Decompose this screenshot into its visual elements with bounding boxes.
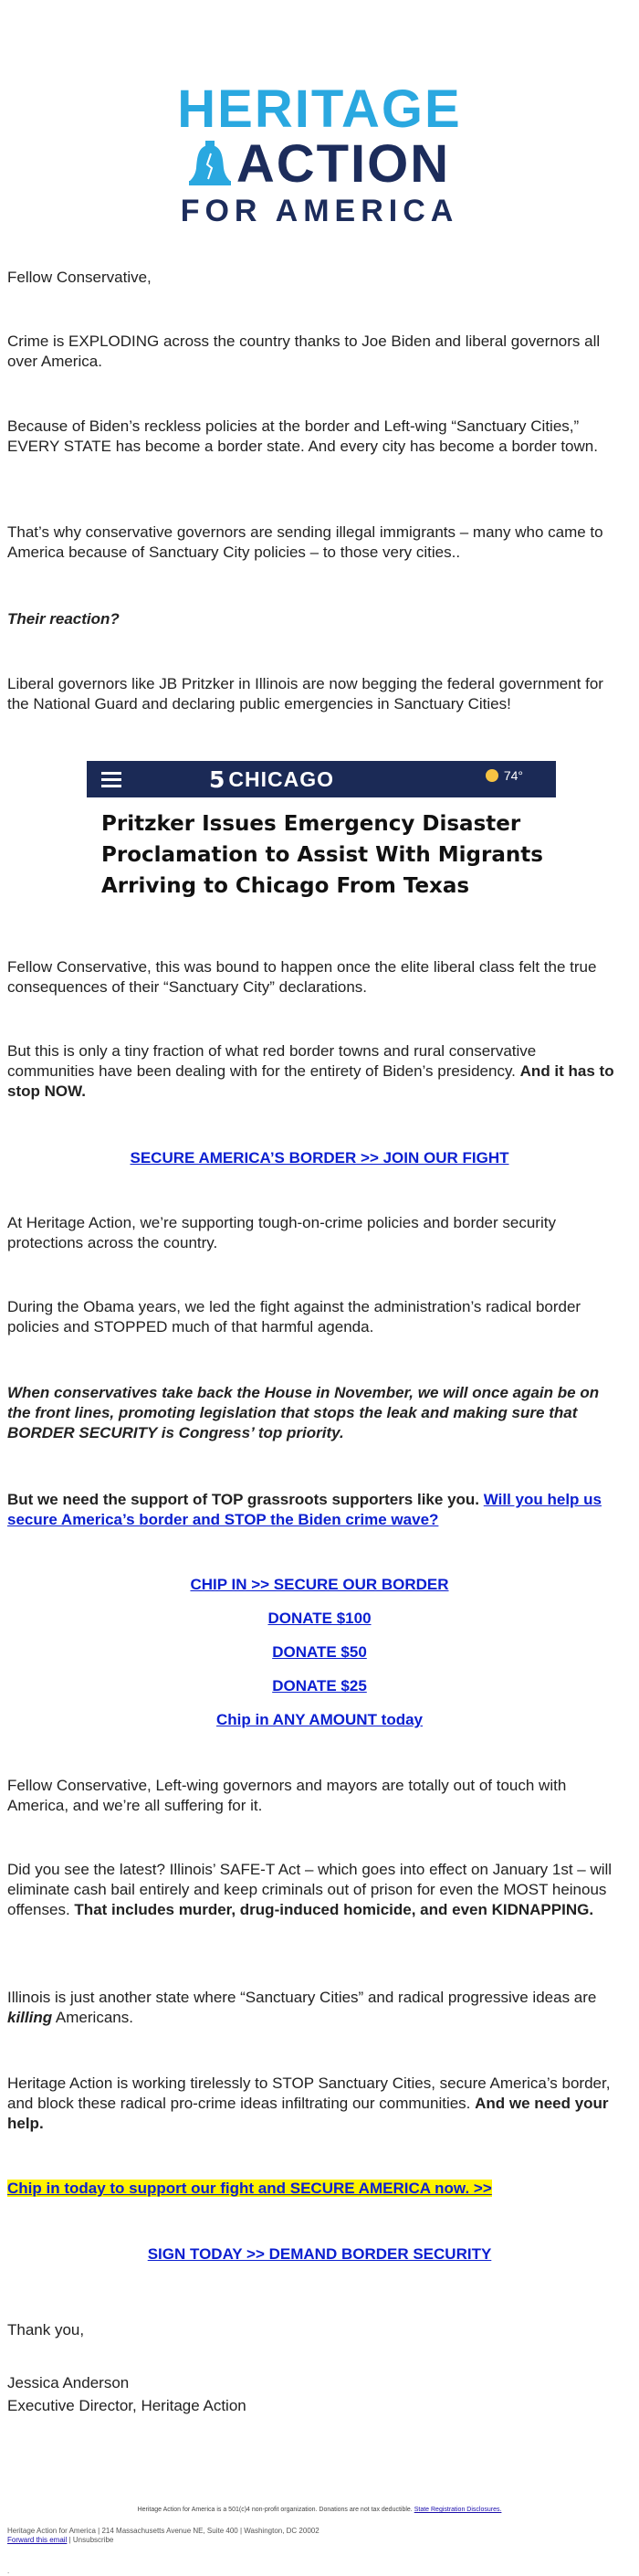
donate-100-link[interactable]: DONATE $100 (267, 1610, 372, 1627)
heritage-action-logo (0, 79, 639, 229)
paragraph-pritzker-begging: Liberal governors like JB Pritzker in Illinois are now begging the federal government for the National Guard and declaring public emergencies in Sanctuary Cities! (7, 675, 603, 713)
footer-links (7, 2536, 320, 2545)
nbc-channel-number: 5 (209, 765, 225, 793)
paragraph-border-state: Because of Biden’s reckless policies at the border and Left-wing “Sanctuary Cities,” EVERY STATE has become a border state. And every city has become a border town. (7, 417, 598, 455)
logo-action-row (189, 134, 451, 194)
paragraph-governors-sending: That’s why conservative governors are sending illegal immigrants – many who came to America because of Sanctuary City policies – to those very cities.. (7, 523, 603, 561)
liberty-bell-icon (189, 141, 231, 188)
logo-heritage-text: HERITAGE (177, 79, 462, 139)
weather-temperature: 74° (503, 768, 523, 783)
chip-today-highlight-link[interactable]: Chip in today to support our fight and SECURE AMERICA now. >> (7, 2180, 492, 2197)
secure-border-link[interactable]: SECURE AMERICA’S BORDER >> JOIN OUR FIGHT (130, 1149, 509, 1167)
paragraph-take-back-house: When conservatives take back the House in November, we will once again be on the front lines, promoting legislation that stops the leak and making sure that BORDER SECURITY is Congress’ top priority. (7, 1384, 600, 1441)
salutation: Fellow Conservative, (7, 269, 152, 286)
footer-disclaimer: Heritage Action for America is a 501(c)4 non-profit organization. Donations are not tax deductible. State Registration Disclosures. (137, 2507, 502, 2513)
donate-50-link[interactable]: DONATE $50 (272, 1643, 367, 1661)
chip-any-amount-row (0, 1710, 639, 1730)
logo-action-text: ACTION (236, 134, 451, 194)
sun-icon (486, 769, 498, 782)
news-screenshot-image (87, 761, 556, 960)
paragraph-out-of-touch: Fellow Conservative, Left-wing governors and mayors are totally out of touch with America, and we’re all suffering for it. (7, 1777, 567, 1814)
chip-in-secure-row (0, 1575, 639, 1595)
paragraph-their-reaction: Their reaction? (7, 610, 120, 628)
nbc-city-name: CHICAGO (228, 766, 335, 791)
paragraph-crime-exploding: Crime is EXPLODING across the country thanks to Joe Biden and liberal governors all over America. (7, 333, 601, 370)
donate-25-row (0, 1676, 639, 1696)
chip-in-secure-link[interactable]: CHIP IN >> SECURE OUR BORDER (190, 1576, 449, 1593)
footer-end-mark: . (7, 2567, 10, 2575)
secure-border-link-row (0, 1148, 639, 1168)
donate-25-link[interactable]: DONATE $25 (272, 1677, 367, 1694)
chip-today-highlight-row (7, 2179, 621, 2199)
paragraph-working-tirelessly: Heritage Action is working tirelessly to STOP Sanctuary Cities, secure America’s border, and block these radical pro-crime ideas infiltrating our communities. And we need your help. (7, 2075, 611, 2132)
donate-100-row (0, 1609, 639, 1629)
donate-50-row (0, 1642, 639, 1663)
unsubscribe-link[interactable]: Unsubscribe (72, 2536, 114, 2544)
sign-today-row (0, 2244, 639, 2265)
signer-name: Jessica Anderson (7, 2374, 130, 2391)
forward-email-link[interactable]: Forward this email (7, 2536, 68, 2544)
weather-widget (486, 768, 523, 783)
hamburger-menu-icon (101, 768, 121, 791)
paragraph-bound-to-happen: Fellow Conservative, this was bound to happen once the elite liberal class felt the true consequences of their “Sanctuary City” declarations. (7, 958, 597, 996)
paragraph-illinois-sanctuary: Illinois is just another state where “Sanctuary Cities” and radical progressive ideas are killing Americans. (7, 1989, 597, 2026)
news-header-bar (87, 761, 556, 797)
footer-link-separator: | (68, 2536, 71, 2544)
closing-thank-you: Thank you, (7, 2321, 85, 2338)
state-disclosures-link[interactable]: State Registration Disclosures. (414, 2507, 502, 2513)
paragraph-tiny-fraction: But this is only a tiny fraction of what red border towns and rural conservative communities have been dealing with for the entirety of Biden’s presidency. And it has to stop NOW. (7, 1042, 614, 1100)
paragraph-need-support: But we need the support of TOP grassroots supporters like you. Will you help us secure America’s border and STOP the Biden crime wave? (7, 1491, 602, 1528)
paragraph-safe-t-act: Did you see the latest? Illinois’ SAFE-T Act – which goes into effect on January 1st – will eliminate cash bail entirely and keep criminals out of prison for even the MOST heinous offenses. That includes murder, drug-induced homicide, and even KIDNAPPING. (7, 1861, 613, 1918)
footer-address-block (7, 2527, 320, 2545)
will-you-help-link[interactable]: Will you help us secure America’s border and STOP the Biden crime wave? (7, 1491, 602, 1528)
sign-today-link[interactable]: SIGN TODAY >> DEMAND BORDER SECURITY (147, 2245, 492, 2263)
footer-address: Heritage Action for America | 214 Massachusetts Avenue NE, Suite 400 | Washington, DC 20002 (7, 2527, 320, 2535)
paragraph-obama-years: During the Obama years, we led the fight against the administration’s radical border policies and STOPPED much of that harmful agenda. (7, 1298, 581, 1336)
logo-for-america-text: FOR AMERICA (180, 194, 459, 228)
paragraph-heritage-supporting: At Heritage Action, we’re supporting tough-on-crime policies and border security protections across the country. (7, 1214, 556, 1251)
chip-any-amount-link[interactable]: Chip in ANY AMOUNT today (215, 1711, 424, 1728)
news-headline: Pritzker Issues Emergency Disaster Proclamation to Assist With Migrants Arriving to Chicago From Texas (101, 812, 543, 898)
signer-title: Executive Director, Heritage Action (7, 2397, 246, 2414)
